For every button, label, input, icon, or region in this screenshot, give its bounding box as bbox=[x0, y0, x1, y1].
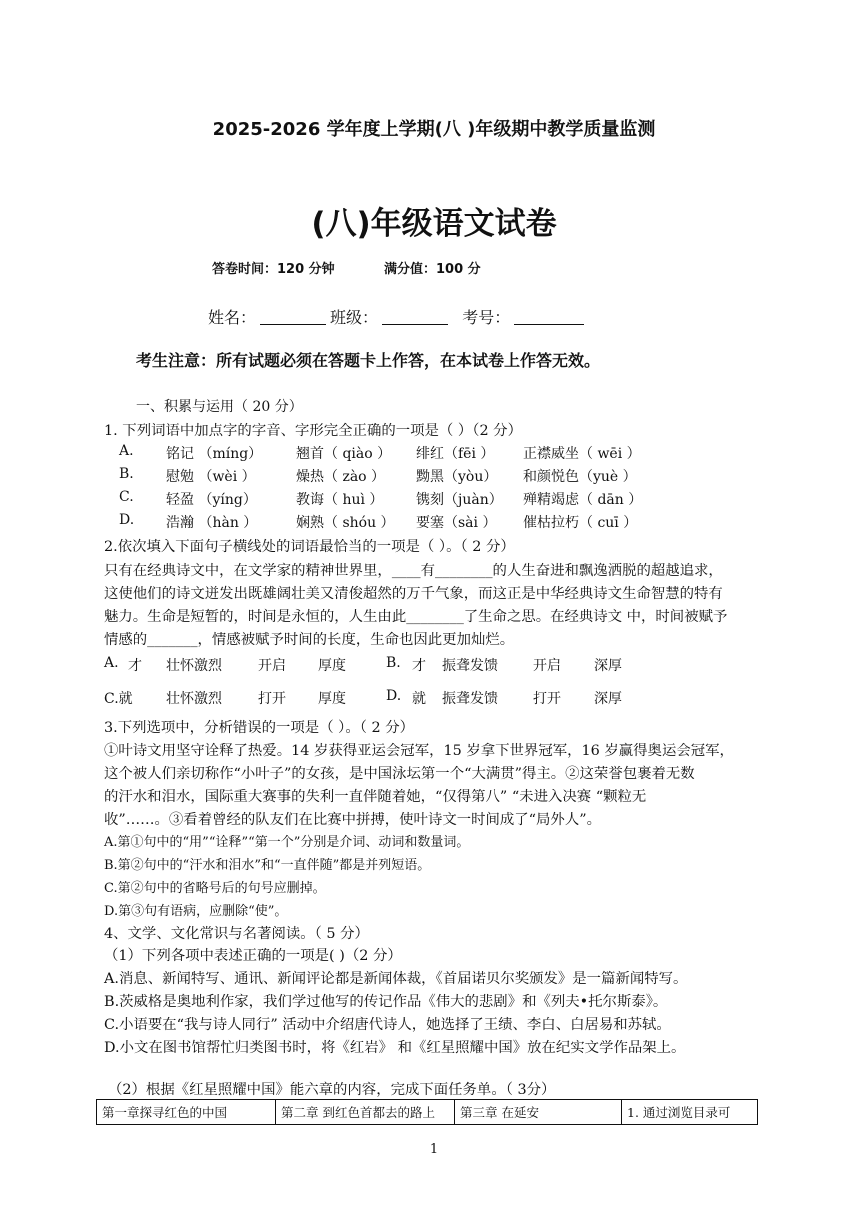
section-title: 一、积累与运用（ 20 分） bbox=[136, 399, 303, 415]
q2-option-word: 开启 bbox=[258, 658, 286, 674]
q1-option-word: 浩瀚 （hàn ） bbox=[166, 515, 258, 531]
notice: 考生注意：所有试题必须在答题卡上作答，在本试卷上作答无效。 bbox=[136, 351, 601, 370]
task-table bbox=[96, 1099, 758, 1125]
id-blank bbox=[514, 310, 584, 325]
q2-option-word: 打开 bbox=[258, 691, 286, 707]
q1-option-word: 娴熟（ shóu ） bbox=[296, 515, 395, 531]
q1-option-word: 绯红（fēi ） bbox=[416, 446, 495, 462]
q4-sub2-stem: （2）根据《红星照耀中国》能六章的内容，完成下面任务单。（ 3分） bbox=[108, 1082, 556, 1098]
q1-option-word: 燥热（ zào ） bbox=[296, 469, 386, 485]
q1-option-word: 铭记 （míng） bbox=[166, 446, 263, 462]
q2-option-word: 才 bbox=[412, 658, 426, 674]
q1-option-word: 教诲（ huì ） bbox=[296, 492, 384, 508]
q2-paragraph-line: 这使他们的诗文迸发出既雄阔壮美又清俊超然的万千气象，而这正是中华经典诗文生命智慧的特有 bbox=[104, 586, 723, 602]
q1-option-word: 翘首（ qiào ） bbox=[296, 446, 392, 462]
name-label: 姓名： bbox=[208, 308, 257, 327]
q2-stem: 2.依次填入下面句子横线处的词语最恰当的一项是（ ）。（ 2 分） bbox=[104, 539, 515, 555]
q4-option: C.小语要在“我与诗人同行” 活动中介绍唐代诗人，她选择了王绩、李白、白居易和苏轼。 bbox=[104, 1017, 671, 1033]
q2-option-word: 壮怀激烈 bbox=[166, 691, 222, 707]
q1-stem: 1. 下列词语中加点字的字音、字形完全正确的一项是（ ）（2 分） bbox=[104, 423, 522, 439]
q2-option-word: 壮怀激烈 bbox=[166, 658, 222, 674]
q2-option-letter: A. bbox=[104, 655, 119, 671]
table-cell: 1. 通过浏览目录可 bbox=[622, 1100, 758, 1125]
q2-option-letter: C.就 bbox=[104, 691, 133, 707]
q4-sub1-stem: （1）下列各项中表述正确的一项是( )（2 分） bbox=[104, 948, 402, 964]
q2-paragraph-line: 情感的_______，情感被赋予时间的长度，生命也因此更加灿烂。 bbox=[104, 632, 515, 648]
q2-option-word: 厚度 bbox=[318, 691, 346, 707]
q2-option-word: 振聋发馈 bbox=[442, 691, 498, 707]
q2-option-word: 就 bbox=[412, 691, 426, 707]
student-info-line bbox=[208, 305, 588, 328]
page-number: 1 bbox=[429, 1142, 439, 1157]
q2-option-word: 才 bbox=[128, 658, 142, 674]
q4-stem: 4、文学、文化常识与名著阅读。（ 5 分） bbox=[104, 926, 369, 942]
q2-option-word: 振聋发馈 bbox=[442, 658, 498, 674]
q3-option: D.第③句有语病，应删除“使”。 bbox=[104, 904, 288, 919]
q1-option-word: 和颜悦色（yuè ） bbox=[523, 469, 637, 485]
q3-paragraph-line: 这个被人们亲切称作“小叶子”的女孩，是中国泳坛第一个“大满贯”得主。②这荣誉包裹着无数 bbox=[104, 766, 695, 782]
q4-option: B.茨威格是奥地利作家，我们学过他写的传记作品《伟大的悲剧》和《列夫•托尔斯泰》。 bbox=[104, 994, 668, 1010]
table-row bbox=[97, 1100, 758, 1125]
table-cell: 第二章 到红色首都去的路上 bbox=[276, 1100, 455, 1125]
q2-option-word: 深厚 bbox=[594, 691, 622, 707]
q1-option-letter: C. bbox=[119, 489, 134, 505]
class-label: 班级： bbox=[330, 308, 379, 327]
q2-option-word: 深厚 bbox=[594, 658, 622, 674]
q2-paragraph-line: 只有在经典诗文中，在文学家的精神世界里，____有________的人生奋进和飘逸洒脱的超越追求， bbox=[104, 563, 723, 579]
q1-option-letter: A. bbox=[119, 443, 134, 459]
q2-option-word: 厚度 bbox=[318, 658, 346, 674]
q3-paragraph-line: 收”……。③看着曾经的队友们在比赛中拼搏，使叶诗文一时间成了“局外人”。 bbox=[104, 812, 601, 828]
q2-option-word: 打开 bbox=[533, 691, 561, 707]
q1-option-word: 慰勉 （wèi ） bbox=[166, 469, 256, 485]
id-label: 考号： bbox=[462, 308, 511, 327]
time-label: 答卷时间：120 分钟 bbox=[212, 262, 335, 277]
q1-option-letter: D. bbox=[119, 512, 135, 528]
q4-option: A.消息、新闻特写、通讯、新闻评论都是新闻体裁，《首届诺贝尔奖颁发》是一篇新闻特写。 bbox=[104, 971, 688, 987]
name-blank bbox=[260, 310, 326, 325]
q2-option-letter: B. bbox=[386, 655, 401, 671]
q3-option: A.第①句中的“用”“诠释”“第一个”分别是介词、动词和数量词。 bbox=[104, 835, 470, 850]
q3-paragraph-line: 的汗水和泪水，国际重大赛事的失利一直伴随着她，“仅得第八” “未进入决赛 “颗粒无 bbox=[104, 789, 647, 805]
q1-option-word: 镌刻（juàn） bbox=[416, 492, 503, 508]
q2-option-letter: D. bbox=[386, 688, 402, 704]
exam-title: 2025-2026 学年度上学期(八 )年级期中教学质量监测 bbox=[212, 119, 656, 140]
q1-option-word: 要塞（sài ） bbox=[416, 515, 497, 531]
table-cell: 第一章探寻红色的中国 bbox=[97, 1100, 276, 1125]
q1-option-word: 催枯拉朽（ cuī ） bbox=[523, 515, 638, 531]
q3-option: B.第②句中的“汗水和泪水”和“一直伴随”都是并列短语。 bbox=[104, 858, 431, 873]
class-blank bbox=[382, 310, 448, 325]
q4-option: D.小文在图书馆帮忙归类图书时，将《红岩》 和《红星照耀中国》放在纪实文学作品架上。 bbox=[104, 1040, 686, 1056]
table-cell: 第三章 在延安 bbox=[455, 1100, 622, 1125]
q1-option-word: 黝黑（yòu） bbox=[416, 469, 498, 485]
q1-option-word: 轻盈 （yíng） bbox=[166, 492, 257, 508]
q3-stem: 3.下列选项中，分析错误的一项是（ ）。（ 2 分） bbox=[104, 720, 415, 736]
q3-option: C.第②句中的省略号后的句号应删掉。 bbox=[104, 881, 326, 896]
paper-title: (八)年级语文试卷 bbox=[311, 206, 557, 242]
q2-option-word: 开启 bbox=[533, 658, 561, 674]
q1-option-word: 殚精竭虑（ dān ） bbox=[523, 492, 643, 508]
q3-paragraph-line: ①叶诗文用坚守诠释了热爱。14 岁获得亚运会冠军，15 岁拿下世界冠军，16 岁赢得奥运会冠军， bbox=[104, 743, 734, 759]
q2-paragraph-line: 魅力。生命是短暂的，时间是永恒的，人生由此________了生命之思。在经典诗文 中，时间被赋予 bbox=[104, 609, 728, 625]
q1-option-letter: B. bbox=[119, 466, 134, 482]
q1-option-word: 正襟威坐（ wēi ） bbox=[523, 446, 641, 462]
score-label: 满分值：100 分 bbox=[384, 262, 481, 277]
